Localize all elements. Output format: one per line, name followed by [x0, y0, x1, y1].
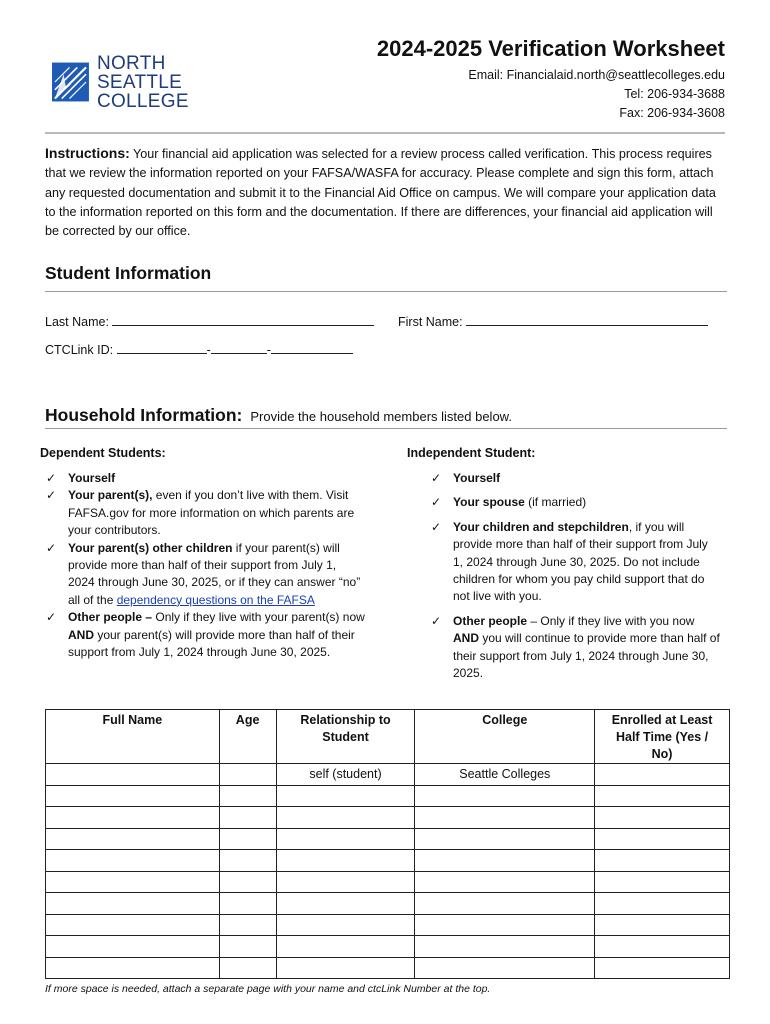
- first-name-input-line[interactable]: [466, 314, 708, 326]
- table-row: [46, 871, 730, 893]
- table-cell[interactable]: [276, 893, 415, 915]
- ind-item-1-bold: Yourself: [453, 471, 501, 485]
- contact-fax: Fax: 206-934-3608: [619, 106, 725, 120]
- ind-item-4-bold2: AND: [453, 631, 479, 646]
- table-cell[interactable]: [46, 871, 220, 893]
- table-cell[interactable]: [415, 871, 595, 893]
- dep-item-2-text: even if you don’t live with them. Visit FAFSA.gov for more information on which parents are your contributors.: [68, 488, 355, 538]
- list-item: [431, 494, 721, 511]
- table-cell[interactable]: [276, 871, 415, 893]
- last-name-input-line[interactable]: [112, 314, 374, 326]
- table-cell[interactable]: [595, 871, 730, 893]
- table-cell[interactable]: [415, 936, 595, 958]
- ind-item-2-bold: Your spouse: [453, 495, 525, 510]
- table-cell[interactable]: [595, 785, 730, 807]
- table-cell[interactable]: [276, 807, 415, 829]
- ind-item-3-bold: Your children and stepchildren: [453, 519, 629, 534]
- col-age: Age: [219, 710, 276, 764]
- ctclink-input-part-3[interactable]: [271, 342, 353, 354]
- table-row: [46, 957, 730, 979]
- dep-item-4-bold: Other people –: [68, 610, 153, 625]
- table-cell[interactable]: [219, 936, 276, 958]
- ctclink-input-part-1[interactable]: [117, 342, 207, 354]
- header-divider: [45, 132, 725, 134]
- list-item: [431, 470, 721, 487]
- table-cell[interactable]: [46, 828, 220, 850]
- table-cell[interactable]: [219, 850, 276, 872]
- list-item: [46, 540, 366, 610]
- table-cell[interactable]: [595, 828, 730, 850]
- dep-item-4-text2: your parent(s) will provide more than half of their support from July 1, 2024 through June 30, 2025.: [68, 627, 355, 660]
- table-cell[interactable]: [595, 893, 730, 915]
- table-row: [46, 893, 730, 915]
- table-cell[interactable]: [415, 828, 595, 850]
- checkmark-icon: ✓: [46, 540, 57, 555]
- table-row: [46, 785, 730, 807]
- ind-item-4-text: – Only if they live with you now: [527, 613, 695, 628]
- table-cell: self (student): [276, 764, 415, 786]
- table-cell[interactable]: [595, 936, 730, 958]
- household-subheading: Provide the household members listed below.: [250, 409, 512, 424]
- ind-item-4-text2: you will continue to provide more than half of their support from July 1, 2024 through June 30, 2025.: [453, 631, 720, 681]
- last-name-field: [45, 314, 374, 329]
- dependent-list: [46, 470, 366, 661]
- college-logo: [52, 52, 252, 112]
- table-cell[interactable]: [276, 936, 415, 958]
- checkmark-icon: ✓: [431, 471, 442, 485]
- last-name-label: Last Name:: [45, 315, 109, 329]
- table-cell[interactable]: [219, 828, 276, 850]
- checkmark-icon: ✓: [46, 488, 57, 503]
- dependency-questions-link[interactable]: dependency questions on the FAFSA: [116, 592, 315, 607]
- table-cell[interactable]: [219, 957, 276, 979]
- dep-item-4-bold2: AND: [68, 627, 94, 642]
- table-row: [46, 914, 730, 936]
- table-cell[interactable]: [46, 850, 220, 872]
- col-college: College: [415, 710, 595, 764]
- table-row: [46, 807, 730, 829]
- logo-line-1: NORTH SEATTLE: [96, 52, 183, 93]
- dep-item-2-bold: Your parent(s),: [68, 488, 153, 503]
- list-item: [46, 487, 366, 539]
- instructions-label: Instructions:: [45, 145, 130, 161]
- table-cell[interactable]: [46, 957, 220, 979]
- table-cell[interactable]: [219, 807, 276, 829]
- student-info-divider: [45, 291, 727, 292]
- table-cell[interactable]: [415, 893, 595, 915]
- table-cell[interactable]: [415, 807, 595, 829]
- college-logo-mark-icon: [52, 62, 89, 102]
- household-divider: [45, 428, 727, 429]
- table-cell[interactable]: [276, 850, 415, 872]
- list-item: [46, 609, 366, 661]
- independent-list: [431, 470, 721, 689]
- checkmark-icon: ✓: [431, 613, 442, 628]
- table-cell[interactable]: [415, 850, 595, 872]
- table-row: [46, 828, 730, 850]
- dep-item-4-text: Only if they live with your parent(s) now: [152, 610, 365, 625]
- independent-heading: Independent Student:: [407, 446, 536, 460]
- first-name-field: [398, 314, 708, 329]
- checkmark-icon: ✓: [431, 495, 442, 510]
- checkmark-icon: ✓: [46, 471, 57, 485]
- dep-item-3-bold: Your parent(s) other children: [68, 540, 233, 555]
- page-title: 2024-2025 Verification Worksheet: [376, 36, 725, 61]
- table-cell[interactable]: [276, 785, 415, 807]
- dep-item-1-bold: Yourself: [68, 471, 116, 485]
- logo-line-2: COLLEGE: [96, 90, 189, 112]
- list-item: [431, 519, 721, 606]
- dep-item-3-text: if your parent(s) will provide more than half of their support from July 1, 2024 through June 30, 2025, or if they can answer “no” all of the: [68, 540, 361, 607]
- footnote: If more space is needed, attach a separate page with your name and ctcLink Number at the top.: [45, 983, 491, 995]
- table-cell[interactable]: [46, 936, 220, 958]
- instructions-text: Your financial aid application was selected for a review process called verification. This process requires that we review the information reported on your FAFSA/WASFA for accuracy. Please complete and sign this form, attach any requested documentation and submit it to the Financial Aid Office on campus. We will compare your application data to the information reported on this form and the documentation. If there are differences, your financial aid application will be corrected by our office.: [45, 147, 716, 239]
- checkmark-icon: ✓: [46, 610, 57, 625]
- dependent-heading: Dependent Students:: [40, 446, 166, 460]
- table-cell[interactable]: [219, 764, 276, 786]
- table-cell[interactable]: [46, 914, 220, 936]
- col-relationship: Relationship to Student: [276, 710, 415, 764]
- contact-email: Email: Financialaid.north@seattlecolleges.edu: [468, 68, 725, 82]
- table-cell[interactable]: [595, 850, 730, 872]
- ind-item-3-text: , if you will provide more than half of their support from July 1, 2024 through June 30, 2025. Do not include children for whom you pay child support that do not live with you.: [453, 519, 708, 604]
- table-cell[interactable]: [219, 914, 276, 936]
- table-cell[interactable]: [595, 957, 730, 979]
- table-cell[interactable]: [46, 785, 220, 807]
- table-header-row: [46, 710, 730, 764]
- table-body: [46, 764, 730, 979]
- table-cell[interactable]: [276, 828, 415, 850]
- ctclink-field: CTCLink ID: - -: [45, 342, 353, 357]
- table-cell[interactable]: [219, 893, 276, 915]
- ind-item-4-bold: Other people: [453, 613, 528, 628]
- col-enrolled: Enrolled at Least Half Time (Yes / No): [595, 710, 730, 764]
- table-cell[interactable]: [219, 785, 276, 807]
- table-cell[interactable]: [595, 764, 730, 786]
- table-cell: Seattle Colleges: [415, 764, 595, 786]
- table-cell[interactable]: [219, 871, 276, 893]
- checkmark-icon: ✓: [431, 519, 442, 534]
- college-logo-text: [97, 54, 252, 111]
- table-cell[interactable]: [46, 893, 220, 915]
- household-table: [45, 709, 730, 979]
- table-cell[interactable]: [595, 914, 730, 936]
- table-cell[interactable]: [415, 957, 595, 979]
- table-row: [46, 936, 730, 958]
- table-row: [46, 850, 730, 872]
- table-row: [46, 764, 730, 786]
- table-cell[interactable]: [595, 807, 730, 829]
- instructions: [45, 144, 725, 241]
- ind-item-2-text: (if married): [524, 495, 587, 510]
- student-info-heading: Student Information: [45, 263, 212, 283]
- contact-info: [468, 66, 725, 123]
- table-cell[interactable]: [276, 957, 415, 979]
- list-item: [431, 613, 721, 683]
- table-cell[interactable]: [46, 764, 220, 786]
- table-cell[interactable]: [415, 785, 595, 807]
- contact-tel: Tel: 206-934-3688: [624, 87, 725, 101]
- ctclink-label: CTCLink ID:: [45, 343, 114, 357]
- table-cell[interactable]: [276, 914, 415, 936]
- ctclink-input-part-2[interactable]: [211, 342, 267, 354]
- table-cell[interactable]: [46, 807, 220, 829]
- household-heading: Household Information:: [45, 405, 243, 425]
- first-name-label: First Name:: [398, 315, 463, 329]
- household-heading-row: [45, 405, 512, 426]
- list-item: [46, 470, 366, 487]
- table-cell[interactable]: [415, 914, 595, 936]
- col-full-name: Full Name: [46, 710, 220, 764]
